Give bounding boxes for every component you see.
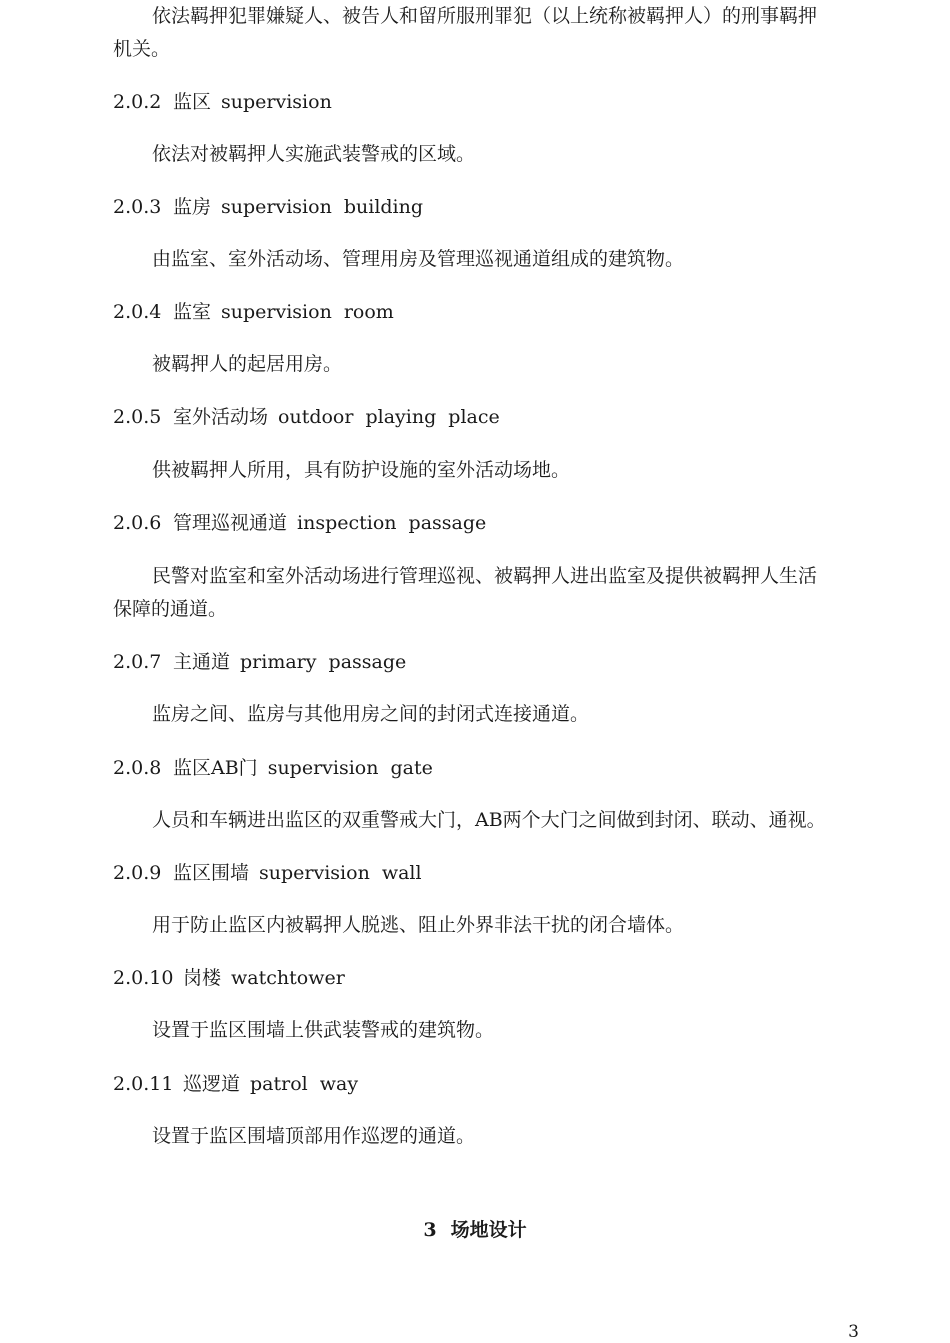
term-definition: 设置于监区围墙上供武装警戒的建筑物。 [152,1019,495,1041]
section-title: 场地设计 [450,1219,527,1241]
term-english: primary passage [240,651,407,673]
term-chinese: 监区AB门 [173,757,258,779]
term-number: 2.0.3 [113,196,162,218]
term-chinese: 管理巡视通道 [173,512,288,534]
term-chinese: 岗楼 [183,967,222,989]
term-english: supervision building [221,196,424,218]
intro-line-2: 机关。 [113,38,171,60]
term-definition: 民警对监室和室外活动场进行管理巡视、被羁押人进出监室及提供被羁押人生活 [152,565,818,587]
term-heading [113,1072,358,1096]
term-number: 2.0.4 [113,301,162,323]
term-definition: 被羁押人的起居用房。 [152,353,343,375]
section-number: 3 [423,1219,437,1241]
term-number: 2.0.7 [113,651,162,673]
term-english: supervision [221,91,332,113]
term-english: supervision gate [267,757,433,779]
term-english: patrol way [250,1073,359,1095]
term-definition: 监房之间、监房与其他用房之间的封闭式连接通道。 [152,703,590,725]
term-number: 2.0.2 [113,91,162,113]
term-chinese: 巡逻道 [183,1073,241,1095]
term-number: 2.0.5 [113,406,162,428]
term-definition: 设置于监区围墙顶部用作巡逻的通道。 [152,1125,476,1147]
term-english: supervision room [221,301,394,323]
term-heading [113,650,406,674]
term-heading [113,511,486,535]
term-definition-continued: 保障的通道。 [113,598,228,620]
term-english: outdoor playing place [278,406,500,428]
term-english: watchtower [231,967,345,989]
term-definition: 由监室、室外活动场、管理用房及管理巡视通道组成的建筑物。 [152,248,685,270]
section-heading [0,1218,950,1242]
intro-line-1: 依法羁押犯罪嫌疑人、被告人和留所服刑罪犯（以上统称被羁押人）的刑事羁押 [152,5,818,27]
term-number: 2.0.11 [113,1073,174,1095]
term-number: 2.0.10 [113,967,174,989]
term-chinese: 监区 [173,91,212,113]
term-number: 2.0.9 [113,862,162,884]
term-heading [113,90,332,114]
term-chinese: 监房 [173,196,212,218]
term-english: supervision wall [259,862,422,884]
term-heading [113,300,394,324]
term-number: 2.0.6 [113,512,162,534]
term-definition: 供被羁押人所用，具有防护设施的室外活动场地。 [152,459,571,481]
term-chinese: 室外活动场 [173,406,269,428]
term-chinese: 监室 [173,301,212,323]
term-definition: 人员和车辆进出监区的双重警戒大门，AB两个大门之间做到封闭、联动、通视。 [152,809,826,831]
term-definition: 用于防止监区内被羁押人脱逃、阻止外界非法干扰的闭合墙体。 [152,914,685,936]
term-heading [113,195,423,219]
term-chinese: 监区围墙 [173,862,250,884]
term-number: 2.0.8 [113,757,162,779]
page-number: 3 [848,1322,859,1342]
term-heading [113,966,345,990]
term-chinese: 主通道 [173,651,231,673]
term-definition: 依法对被羁押人实施武装警戒的区域。 [152,143,476,165]
term-heading [113,861,422,885]
term-english: inspection passage [297,512,487,534]
term-heading [113,756,433,780]
term-heading [113,405,500,429]
